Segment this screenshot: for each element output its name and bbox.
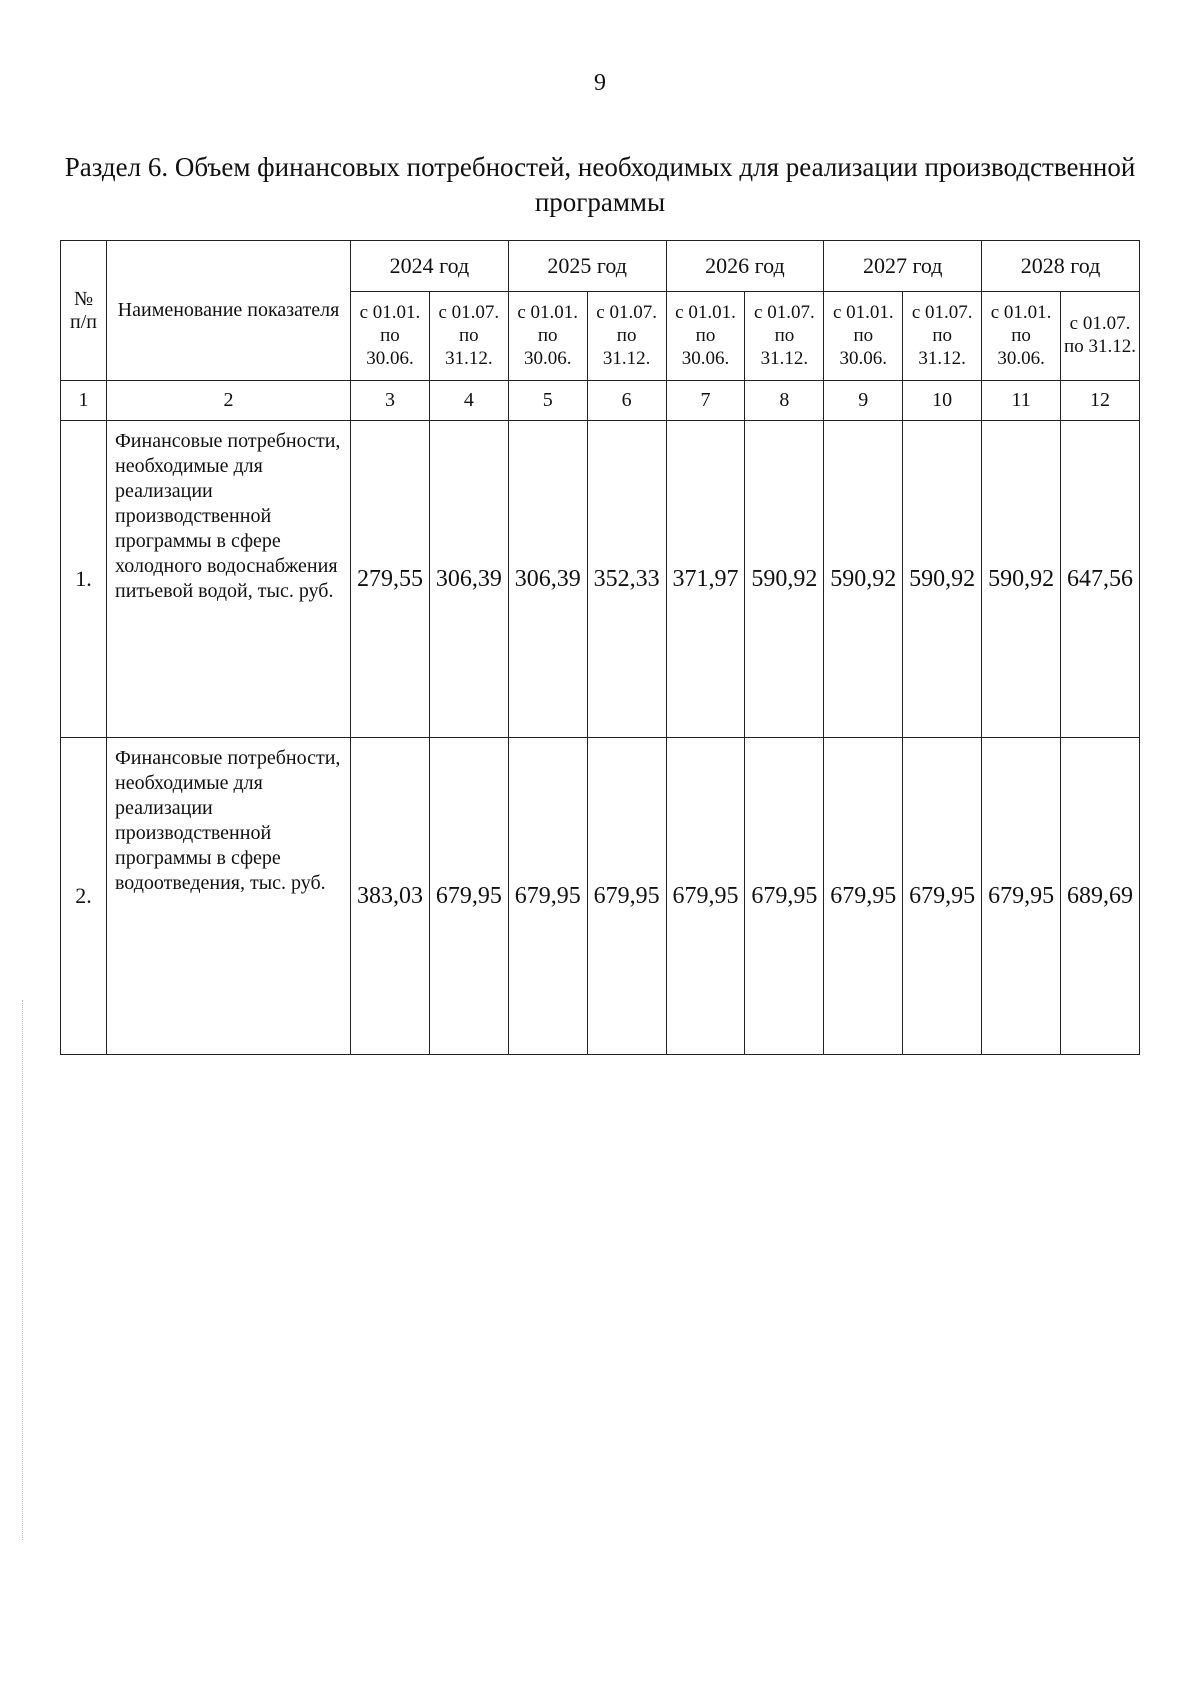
header-year: 2028 год bbox=[982, 241, 1140, 292]
section-title: Раздел 6. Объем финансовых потребностей, необходимых для реализации производственной программы bbox=[64, 152, 1136, 218]
column-number: 2 bbox=[107, 381, 351, 421]
value-cell: 590,92 bbox=[745, 421, 824, 738]
header-name: Наименование показателя bbox=[107, 241, 351, 381]
value-cell: 679,95 bbox=[903, 738, 982, 1055]
value-cell: 679,95 bbox=[666, 738, 745, 1055]
value-cell: 647,56 bbox=[1061, 421, 1140, 738]
column-number: 7 bbox=[666, 381, 745, 421]
header-period: с 01.07. по 31.12. bbox=[903, 292, 982, 381]
header-period: с 01.07. по 31.12. bbox=[587, 292, 666, 381]
value-cell: 352,33 bbox=[587, 421, 666, 738]
header-no: № п/п bbox=[61, 241, 107, 381]
value-cell: 306,39 bbox=[508, 421, 587, 738]
header-period: с 01.01. по 30.06. bbox=[824, 292, 903, 381]
value-cell: 371,97 bbox=[666, 421, 745, 738]
header-row-years bbox=[61, 241, 1140, 292]
indicator-name: Финансовые потребности, необходимые для реализации производственной программы в сфере холодного водоснабжения питьевой водой, тыс. руб. bbox=[107, 421, 351, 738]
value-cell: 279,55 bbox=[351, 421, 430, 738]
header-year: 2025 год bbox=[508, 241, 666, 292]
header-year: 2026 год bbox=[666, 241, 824, 292]
column-number: 3 bbox=[351, 381, 430, 421]
header-period: с 01.07. по 31.12. bbox=[429, 292, 508, 381]
value-cell: 689,69 bbox=[1061, 738, 1140, 1055]
scan-margin-line bbox=[22, 1000, 23, 1540]
value-cell: 679,95 bbox=[824, 738, 903, 1055]
column-number: 9 bbox=[824, 381, 903, 421]
page-number: 9 bbox=[594, 70, 606, 96]
table-row bbox=[61, 421, 1140, 738]
value-cell: 679,95 bbox=[982, 738, 1061, 1055]
value-cell: 590,92 bbox=[903, 421, 982, 738]
column-number: 12 bbox=[1061, 381, 1140, 421]
indicator-name: Финансовые потребности, необходимые для реализации производственной программы в сфере водоотведения, тыс. руб. bbox=[107, 738, 351, 1055]
financial-needs-table bbox=[60, 240, 1140, 1055]
header-period: с 01.07. по 31.12. bbox=[1061, 292, 1140, 381]
value-cell: 679,95 bbox=[745, 738, 824, 1055]
value-cell: 590,92 bbox=[824, 421, 903, 738]
column-number: 4 bbox=[429, 381, 508, 421]
value-cell: 679,95 bbox=[429, 738, 508, 1055]
header-period: с 01.01. по 30.06. bbox=[666, 292, 745, 381]
column-number: 8 bbox=[745, 381, 824, 421]
table-row bbox=[61, 738, 1140, 1055]
value-cell: 383,03 bbox=[351, 738, 430, 1055]
value-cell: 306,39 bbox=[429, 421, 508, 738]
header-year: 2024 год bbox=[351, 241, 509, 292]
column-number: 1 bbox=[61, 381, 107, 421]
row-number: 2. bbox=[61, 738, 107, 1055]
row-number: 1. bbox=[61, 421, 107, 738]
header-period: с 01.01. по 30.06. bbox=[351, 292, 430, 381]
column-number: 5 bbox=[508, 381, 587, 421]
value-cell: 679,95 bbox=[508, 738, 587, 1055]
column-number: 6 bbox=[587, 381, 666, 421]
header-year: 2027 год bbox=[824, 241, 982, 292]
header-row-column-numbers bbox=[61, 381, 1140, 421]
value-cell: 679,95 bbox=[587, 738, 666, 1055]
header-period: с 01.01. по 30.06. bbox=[508, 292, 587, 381]
column-number: 10 bbox=[903, 381, 982, 421]
header-period: с 01.07. по 31.12. bbox=[745, 292, 824, 381]
header-period: с 01.01. по 30.06. bbox=[982, 292, 1061, 381]
value-cell: 590,92 bbox=[982, 421, 1061, 738]
column-number: 11 bbox=[982, 381, 1061, 421]
